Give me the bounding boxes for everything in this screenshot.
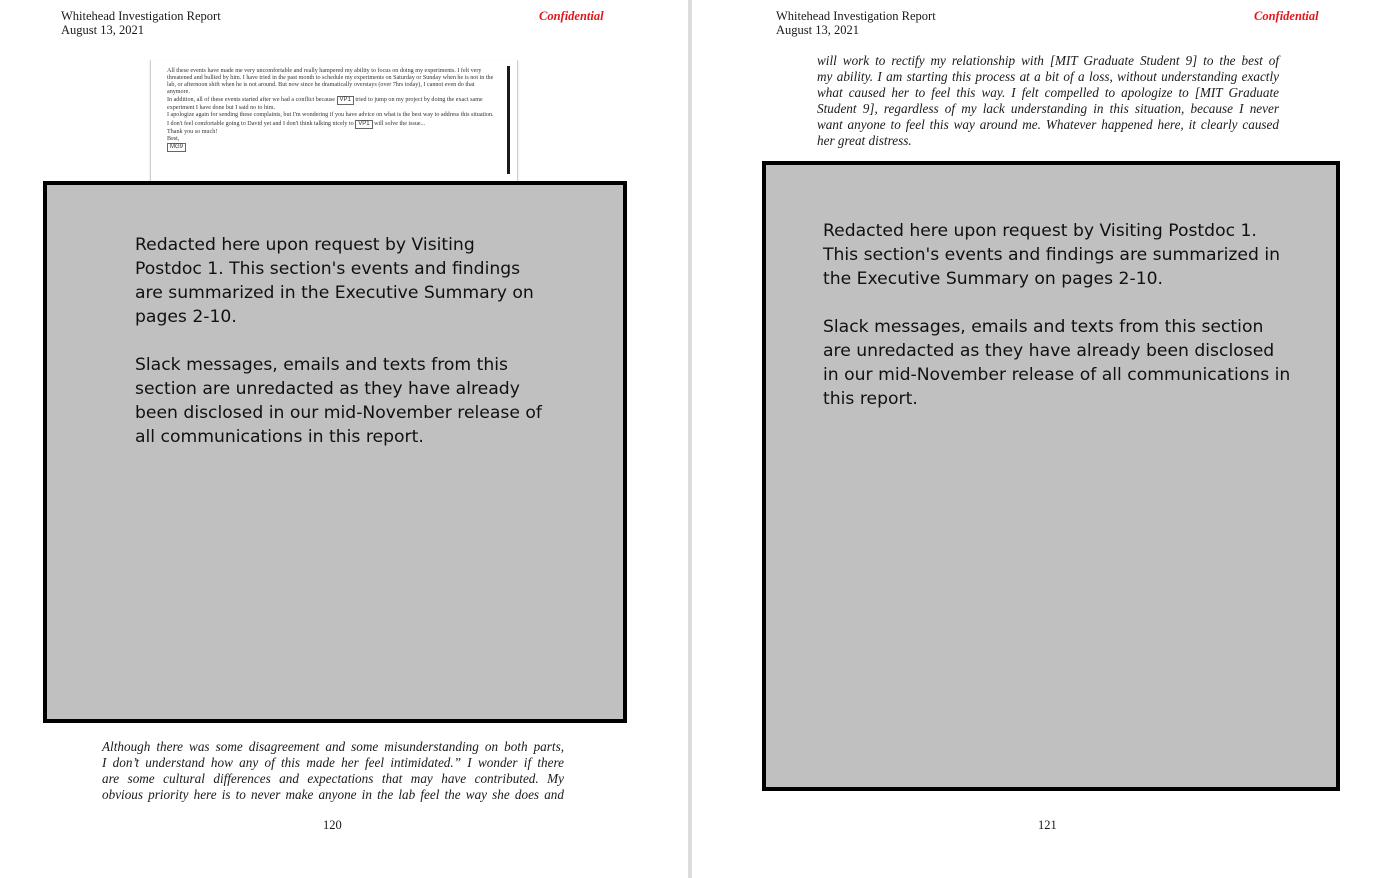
- redaction-box: [43, 181, 627, 723]
- body-line: are some cultural differences and expectations that may have contributed. My: [102, 771, 564, 786]
- email-paragraph: All these events have made me very uncomfortable and really hampered my ability to focus on doing my experiments. I felt very threatened and bullied by him. I have tried in the past month to schedule my experiments on Saturday or Sunday when he is not in the lab, or afternoon shift when he is not around. But now since he dramatically overstays (over 7hrs today), I cannot even do that anymore.: [167, 68, 494, 96]
- body-line: my ability. I am starting this process at a bit of a loss, without understanding exactly: [817, 69, 1279, 84]
- body-line: what caused her to feel this way. I felt compelled to apologize to [MIT Graduate: [817, 85, 1279, 100]
- page-120: [0, 0, 688, 878]
- email-body: [167, 68, 497, 152]
- body-line: her great distress.: [817, 133, 912, 148]
- header-date: August 13, 2021: [61, 23, 144, 37]
- email-paragraph: [167, 96, 497, 112]
- body-line: Although there was some disagreement and some misunderstanding on both parts,: [102, 739, 564, 754]
- email-signoff: Best,: [167, 135, 180, 142]
- email-text-segment: I apologize again for sending these complaints, but I'm wondering if you have advice on what is the best way to address this situation. I don't feel comfortable going to David yet and I don't think talking nicely to: [167, 112, 494, 127]
- email-thanks: Thank you so much!: [167, 128, 218, 135]
- email-sender: [167, 143, 497, 152]
- redaction-box: [762, 161, 1340, 791]
- redaction-notice: [823, 219, 1293, 411]
- email-text-segment: In addition, all of these events started after we had a conflict because: [167, 97, 336, 104]
- email-text-segment: tried to jump on my project by doing the exact same experiment I have done but I said no to him.: [167, 97, 483, 112]
- redaction-notice: [135, 233, 545, 449]
- body-text: [102, 739, 564, 803]
- confidential-label: Confidential: [539, 9, 604, 23]
- redaction-tag-vp1: VP1: [337, 96, 354, 105]
- redaction-paragraph: Slack messages, emails and texts from this section are unredacted as they have already been disclosed in our mid-November release of all communications in this report.: [823, 317, 1291, 409]
- body-text: [817, 53, 1279, 149]
- header-report-title: Whitehead Investigation Report: [61, 9, 221, 23]
- redaction-tag-vp1: VP1: [355, 120, 372, 129]
- confidential-label: Confidential: [1254, 9, 1319, 23]
- header-report-title: Whitehead Investigation Report: [776, 9, 936, 23]
- redaction-paragraph: Redacted here upon request by Visiting Postdoc 1. This section's events and findings are summarized in the Executive Summary on pages 2-10.: [135, 235, 534, 327]
- body-line: I don’t understand how any of this made her feel intimidated.” I wonder if there: [102, 755, 564, 770]
- email-paragraph: [167, 112, 497, 128]
- email-screenshot: [150, 60, 518, 182]
- body-line: Student 9], regardless of my lack understanding in this situation, because I never: [817, 101, 1279, 116]
- body-line: obvious priority here is to never make anyone in the lab feel the way she does and: [102, 787, 564, 802]
- header-date: August 13, 2021: [776, 23, 859, 37]
- redaction-paragraph: Redacted here upon request by Visiting Postdoc 1. This section's events and findings are summarized in the Executive Summary on pages 2-10.: [823, 221, 1281, 289]
- page-number: 120: [323, 818, 342, 832]
- page-number: 121: [1038, 818, 1057, 832]
- body-line: will work to rectify my relationship with [MIT Graduate Student 9] to the best of: [817, 53, 1279, 68]
- body-line: want anyone to feel this way around me. Whatever happened here, it clearly caused: [817, 117, 1279, 132]
- email-scrollbar: [507, 66, 510, 174]
- email-text-segment: will solve the issue...: [374, 120, 426, 127]
- redaction-tag-mg9: MG9: [167, 143, 186, 152]
- page-121: [692, 0, 1378, 878]
- redaction-paragraph: Slack messages, emails and texts from this section are unredacted as they have already been disclosed in our mid-November release of all communications in this report.: [135, 355, 542, 447]
